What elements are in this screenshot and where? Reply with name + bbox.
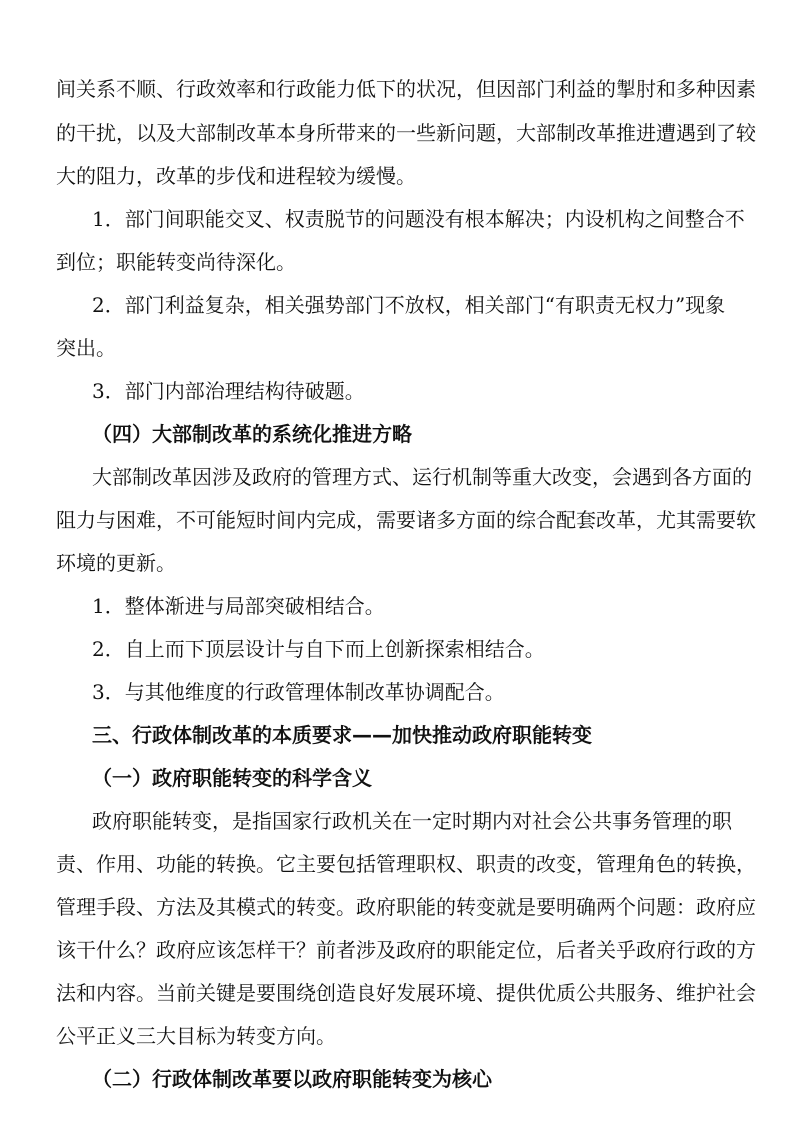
body-text-line: 该干什么？政府应该怎样干？前者涉及政府的职能定位，后者关乎政府行政的方 (56, 938, 756, 962)
body-text-line: 管理手段、方法及其模式的转变。政府职能的转变就是要明确两个问题：政府应 (56, 895, 756, 919)
body-text-line: 政府职能转变，是指国家行政机关在一定时期内对社会公共事务管理的职 (92, 809, 732, 833)
list-item-line: 3．部门内部治理结构待破题。 (92, 379, 365, 403)
list-item-line: 2．部门利益复杂，相关强势部门不放权，相关部门“有职责无权力”现象 (92, 293, 726, 317)
body-text-line: 环境的更新。 (56, 551, 176, 575)
section-heading: （一）政府职能转变的科学含义 (92, 766, 372, 790)
section-heading: （四）大部制改革的系统化推进方略 (92, 422, 412, 446)
section-heading: （二）行政体制改革要以政府职能转变为核心 (92, 1067, 492, 1091)
body-text-line: 阻力与困难，不可能短时间内完成，需要诸多方面的综合配套改革，尤其需要软 (56, 508, 756, 532)
body-text-line: 的干扰，以及大部制改革本身所带来的一些新问题，大部制改革推进遭遇到了较 (56, 121, 756, 145)
list-item-line: 2．自上而下顶层设计与自下而上创新探索相结合。 (92, 637, 545, 661)
list-item-line: 1．部门间职能交叉、权责脱节的问题没有根本解决；内设机构之间整合不 (92, 207, 745, 231)
list-item-line: 到位；职能转变尚待深化。 (56, 250, 296, 274)
body-text-line: 大部制改革因涉及政府的管理方式、运行机制等重大改变，会遇到各方面的 (92, 465, 752, 489)
body-text-line: 大的阻力，改革的步伐和进程较为缓慢。 (56, 164, 416, 188)
body-text-line: 间关系不顺、行政效率和行政能力低下的状况，但因部门利益的掣肘和多种因素 (56, 77, 756, 101)
body-text-line: 公平正义三大目标为转变方向。 (56, 1024, 336, 1048)
chapter-heading: 三、行政体制改革的本质要求——加快推动政府职能转变 (92, 723, 592, 747)
body-text-line: 法和内容。当前关键是要围绕创造良好发展环境、提供优质公共服务、维护社会 (56, 981, 756, 1005)
list-item-line: 3．与其他维度的行政管理体制改革协调配合。 (92, 680, 505, 704)
body-text-line: 责、作用、功能的转换。它主要包括管理职权、职责的改变，管理角色的转换， (56, 852, 756, 876)
list-item-line: 1．整体渐进与局部突破相结合。 (92, 594, 385, 618)
list-item-line: 突出。 (56, 336, 116, 360)
